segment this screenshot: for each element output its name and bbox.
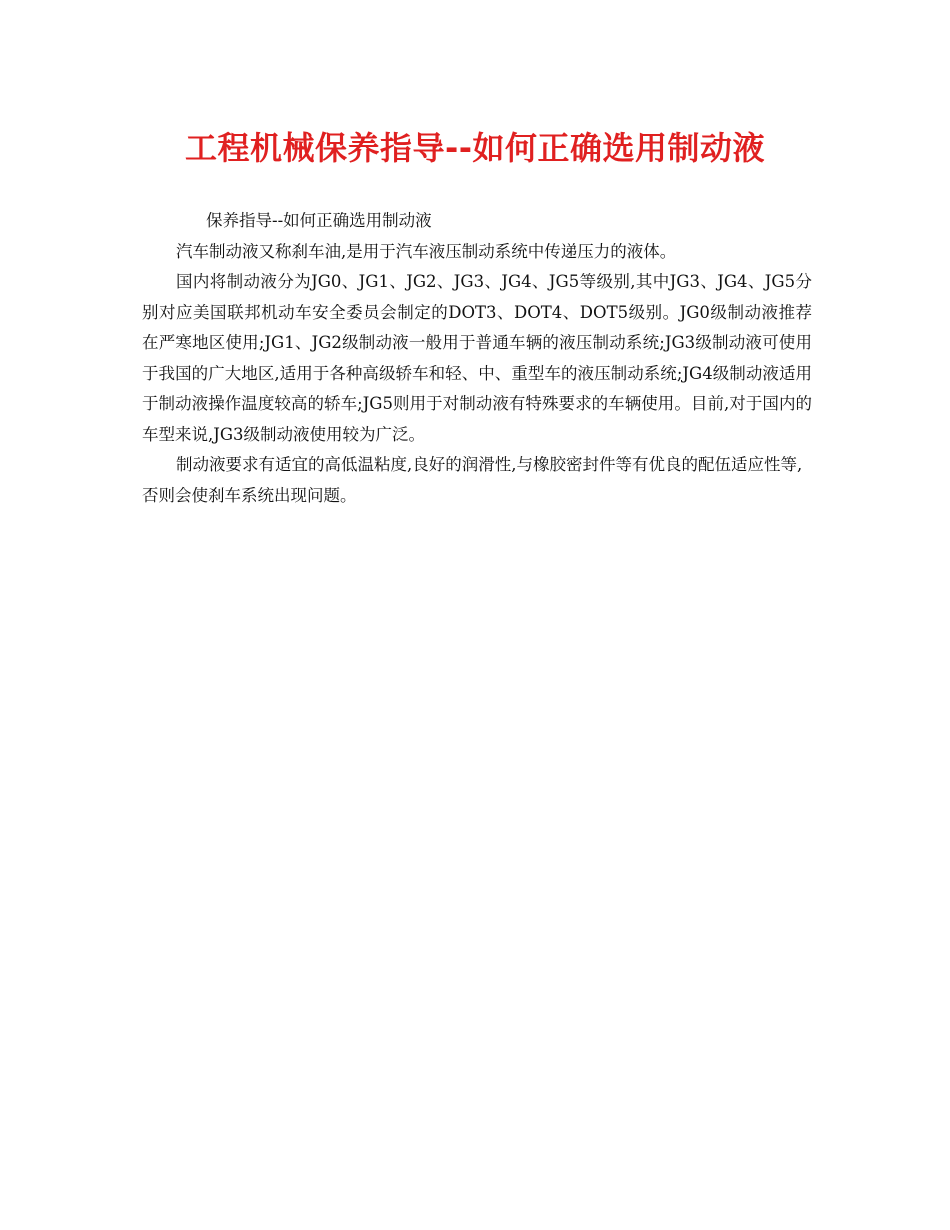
document-body [142,206,812,511]
paragraph-brake-fluid-requirements: 制动液要求有适宜的高低温粘度,良好的润滑性,与橡胶密封件等有优良的配伍适应性等,否则会使刹车系统出现问题。 [142,455,803,505]
paragraph-brake-fluid-definition: 汽车制动液又称刹车油,是用于汽车液压制动系统中传递压力的液体。 [176,241,677,261]
document-title: 工程机械保养指导--如何正确选用制动液 [184,129,766,167]
document-subtitle: 保养指导--如何正确选用制动液 [206,211,432,230]
paragraph-brake-fluid-grades: 国内将制动液分为JG0、JG1、JG2、JG3、JG4、JG5等级别,其中JG3、JG4、JG5分别对应美国联邦机动车安全委员会制定的DOT3、DOT4、DOT5级别。JG0级制动液推荐在严寒地区使用;JG1、JG2级制动液一般用于普通车辆的液压制动系统;JG3级制动液可使用于我国的广大地区,适用于各种高级轿车和轻、中、重型车的液压制动系统;JG4级制动液适用于制动液操作温度较高的轿车;JG5则用于对制动液有特殊要求的车辆使用。目前,对于国内的车型来说,JG3级制动液使用较为广泛。 [142,272,812,444]
